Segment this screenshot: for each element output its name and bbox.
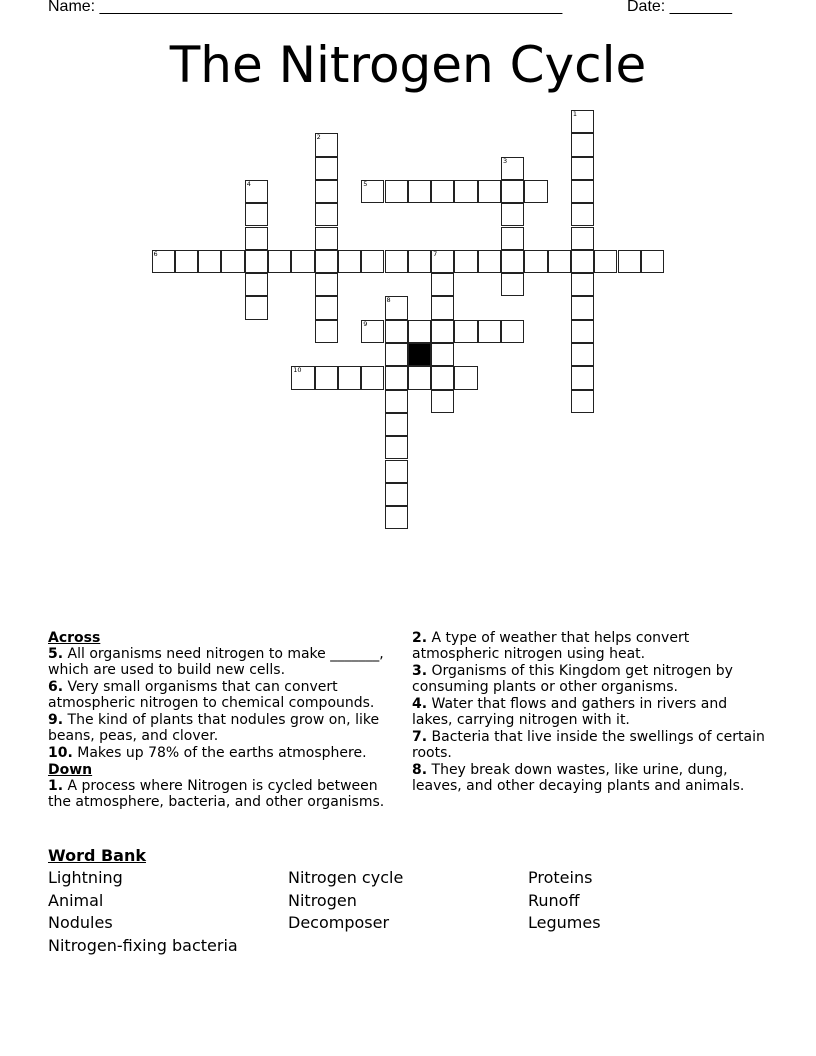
word-bank-item: Runoff: [528, 890, 580, 910]
crossword-cell[interactable]: [571, 296, 594, 319]
clue-number: 6.: [48, 679, 64, 695]
crossword-cell[interactable]: [431, 343, 454, 366]
name-field: Name: ____________________________________________________: [48, 0, 563, 15]
clue-number: 10.: [48, 745, 73, 761]
clue-number: 4.: [412, 696, 428, 712]
clue-number: 9.: [48, 712, 64, 728]
clue-number-label: 9: [363, 319, 368, 328]
crossword-cell[interactable]: [408, 366, 431, 389]
crossword-cell[interactable]: [338, 250, 361, 273]
crossword-cell[interactable]: [408, 320, 431, 343]
crossword-cell[interactable]: [571, 180, 594, 203]
crossword-cell[interactable]: [501, 273, 524, 296]
crossword-cell[interactable]: [571, 250, 594, 273]
crossword-cell[interactable]: [291, 250, 314, 273]
crossword-cell[interactable]: [385, 460, 408, 483]
crossword-cell[interactable]: [221, 250, 244, 273]
crossword-cell[interactable]: [571, 273, 594, 296]
word-bank-item: Nitrogen-fixing bacteria: [48, 935, 238, 955]
clue-number: 8.: [412, 762, 428, 778]
crossword-cell[interactable]: [385, 436, 408, 459]
clues-left-column: [48, 630, 393, 811]
crossword-cell[interactable]: [501, 180, 524, 203]
clue-number: 7.: [412, 729, 428, 745]
crossword-cell[interactable]: [454, 250, 477, 273]
word-bank-item: Nitrogen: [288, 890, 357, 910]
crossword-block-cell: [408, 343, 431, 366]
crossword-cell[interactable]: [478, 250, 501, 273]
crossword-cell[interactable]: [548, 250, 571, 273]
clue-text: A type of weather that helps convert atmospheric nitrogen using heat.: [412, 630, 690, 662]
crossword-cell[interactable]: [385, 506, 408, 529]
clue-number-label: 6: [153, 249, 158, 258]
clue-text: They break down wastes, like urine, dung, leaves, and other decaying plants and animals.: [412, 762, 745, 794]
clue-text: Makes up 78% of the earths atmosphere.: [77, 745, 367, 761]
crossword-cell[interactable]: [524, 250, 547, 273]
word-bank-item: Nitrogen cycle: [288, 868, 404, 887]
crossword-cell[interactable]: [571, 203, 594, 226]
crossword-cell[interactable]: [385, 296, 408, 319]
page-title: The Nitrogen Cycle: [169, 36, 647, 94]
word-bank: [48, 847, 788, 958]
crossword-cell[interactable]: [571, 110, 594, 133]
crossword-cell[interactable]: [175, 250, 198, 273]
crossword-cell[interactable]: [291, 366, 314, 389]
crossword-cell[interactable]: [385, 180, 408, 203]
across-heading: Across: [48, 630, 101, 646]
crossword-cell[interactable]: [501, 320, 524, 343]
crossword-cell[interactable]: [385, 343, 408, 366]
crossword-cell[interactable]: [245, 180, 268, 203]
crossword-cell[interactable]: [571, 390, 594, 413]
clue-number: 5.: [48, 646, 64, 662]
crossword-cell[interactable]: [478, 180, 501, 203]
clue-number-label: 4: [246, 179, 251, 188]
crossword-cell[interactable]: [361, 320, 384, 343]
crossword-cell[interactable]: [501, 250, 524, 273]
crossword-cell[interactable]: [361, 250, 384, 273]
clue-across-6: [48, 679, 393, 711]
clue-across-9: [48, 712, 393, 744]
crossword-cell[interactable]: [478, 320, 501, 343]
crossword-cell[interactable]: [571, 366, 594, 389]
word-bank-item: Decomposer: [288, 913, 390, 932]
crossword-cell[interactable]: [315, 133, 338, 156]
crossword-cell[interactable]: [524, 180, 547, 203]
crossword-cell[interactable]: [245, 273, 268, 296]
clue-number-label: 2: [316, 133, 321, 142]
crossword-cell[interactable]: [315, 227, 338, 250]
clues-right-column: [412, 630, 772, 795]
crossword-cell[interactable]: [571, 343, 594, 366]
clue-down-2: [412, 630, 772, 662]
crossword-cell[interactable]: [618, 250, 641, 273]
crossword-cell[interactable]: [361, 366, 384, 389]
crossword-cell[interactable]: [431, 366, 454, 389]
clue-number-label: 10: [293, 366, 302, 375]
clue-text: Organisms of this Kingdom get nitrogen by consuming plants or other organisms.: [412, 663, 733, 695]
word-bank-item: Proteins: [528, 868, 593, 887]
crossword-cell[interactable]: [315, 250, 338, 273]
crossword-cell[interactable]: [315, 320, 338, 343]
clue-number-label: 7: [433, 249, 438, 258]
clue-down-8: [412, 762, 772, 794]
clue-number-label: 5: [363, 179, 368, 188]
crossword-cell[interactable]: [571, 133, 594, 156]
clue-down-1: [48, 778, 393, 810]
crossword-cell[interactable]: [315, 180, 338, 203]
crossword-cell[interactable]: [361, 180, 384, 203]
crossword-cell[interactable]: [385, 366, 408, 389]
word-bank-item: Lightning: [48, 868, 123, 887]
crossword-cell[interactable]: [315, 273, 338, 296]
crossword-cell[interactable]: [431, 296, 454, 319]
crossword-cell[interactable]: [245, 227, 268, 250]
word-bank-item: Animal: [48, 890, 104, 910]
crossword-cell[interactable]: [408, 180, 431, 203]
word-bank-list: [48, 868, 788, 958]
crossword-cell[interactable]: [385, 483, 408, 506]
crossword-cell[interactable]: [385, 390, 408, 413]
crossword-cell[interactable]: [454, 180, 477, 203]
crossword-cell[interactable]: [431, 250, 454, 273]
clue-text: Very small organisms that can convert atmospheric nitrogen to chemical compounds.: [48, 679, 375, 711]
down-heading: Down: [48, 762, 93, 778]
crossword-cell[interactable]: [454, 366, 477, 389]
crossword-cell[interactable]: [594, 250, 617, 273]
crossword-cell[interactable]: [501, 203, 524, 226]
clue-text: All organisms need nitrogen to make _______, which are used to build new cells.: [48, 646, 384, 678]
crossword-cell[interactable]: [245, 296, 268, 319]
clue-number-label: 3: [503, 156, 508, 165]
crossword-cell[interactable]: [431, 273, 454, 296]
clue-across-5: [48, 646, 393, 678]
crossword-cell[interactable]: [385, 320, 408, 343]
crossword-cell[interactable]: [454, 320, 477, 343]
crossword-cell[interactable]: [198, 250, 221, 273]
clue-text: Bacteria that live inside the swellings of certain roots.: [412, 729, 765, 761]
clue-text: Water that flows and gathers in rivers and lakes, carrying nitrogen with it.: [412, 696, 728, 728]
crossword-cell[interactable]: [385, 413, 408, 436]
crossword-cell[interactable]: [571, 227, 594, 250]
crossword-cell[interactable]: [571, 320, 594, 343]
clue-number-label: 1: [572, 110, 578, 118]
crossword-cell[interactable]: [641, 250, 664, 273]
word-bank-item: Nodules: [48, 913, 113, 932]
word-bank-title: Word Bank: [48, 846, 147, 865]
clue-across-10: [48, 745, 393, 761]
clue-down-3: [412, 663, 772, 695]
crossword-cell[interactable]: [431, 320, 454, 343]
crossword-cell[interactable]: [385, 250, 408, 273]
crossword-cell[interactable]: [571, 157, 594, 180]
clue-down-4: [412, 696, 772, 728]
word-bank-item: Legumes: [528, 913, 601, 932]
crossword-cell[interactable]: [315, 296, 338, 319]
crossword-cell[interactable]: [245, 203, 268, 226]
crossword-cell[interactable]: [152, 250, 175, 273]
clue-text: The kind of plants that nodules grow on, like beans, peas, and clover.: [48, 712, 380, 744]
date-field: Date: _______: [627, 0, 732, 15]
clue-number: 2.: [412, 630, 428, 646]
crossword-cell[interactable]: [315, 203, 338, 226]
clue-text: A process where Nitrogen is cycled between the atmosphere, bacteria, and other organisms.: [48, 778, 385, 810]
clue-number: 1.: [48, 778, 64, 794]
crossword-cell[interactable]: [315, 157, 338, 180]
crossword-cell[interactable]: [268, 250, 291, 273]
crossword-cell[interactable]: [408, 250, 431, 273]
crossword-cell[interactable]: [501, 157, 524, 180]
crossword-cell[interactable]: [431, 180, 454, 203]
crossword-cell[interactable]: [338, 366, 361, 389]
crossword-cell[interactable]: [245, 250, 268, 273]
crossword-cell[interactable]: [501, 227, 524, 250]
crossword-cell[interactable]: [315, 366, 338, 389]
clue-down-7: [412, 729, 772, 761]
clue-number: 3.: [412, 663, 428, 679]
clue-number-label: 8: [386, 296, 391, 305]
crossword-cell[interactable]: [431, 390, 454, 413]
